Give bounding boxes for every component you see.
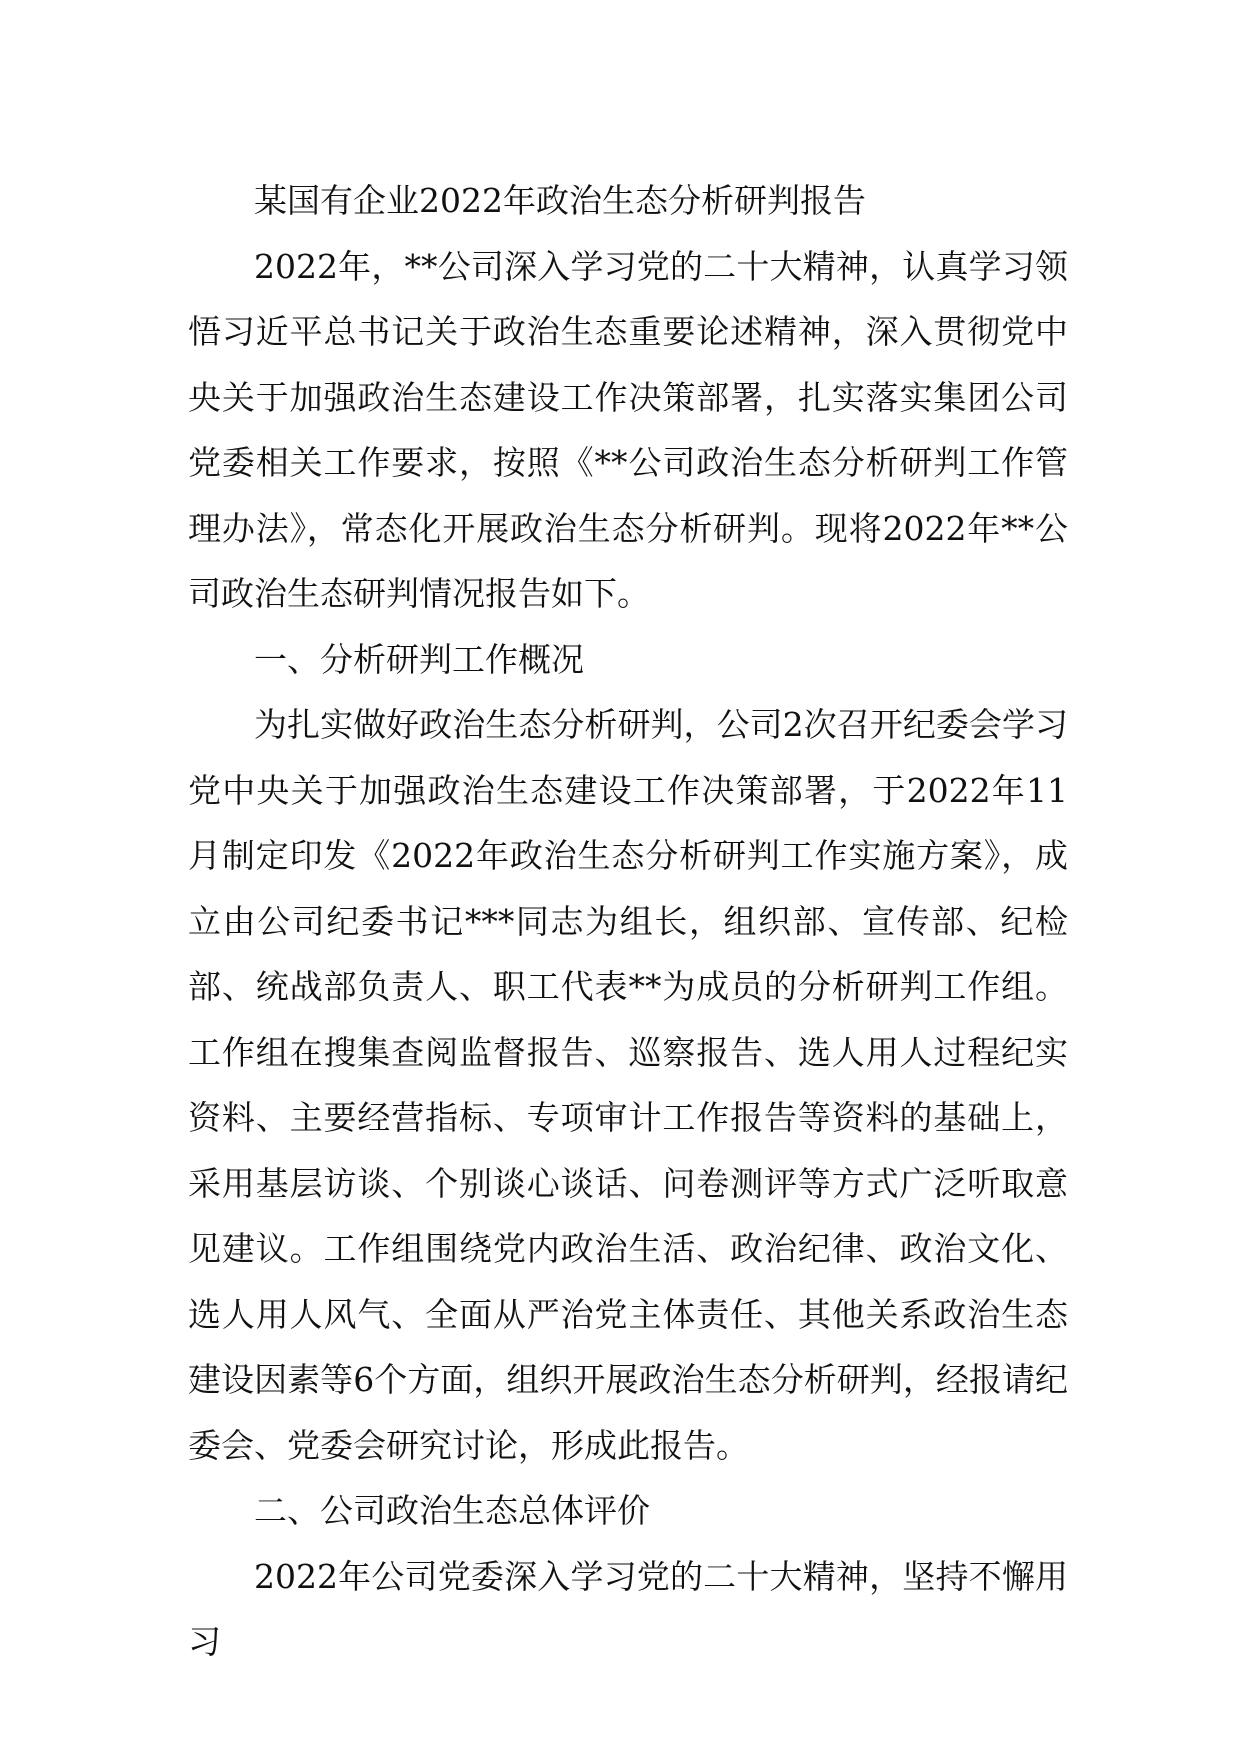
section-heading-1: 一、分析研判工作概况	[254, 639, 584, 679]
section-2-paragraph: 2022年公司党委深入学习党的二十大精神，坚持不懈用习	[188, 1556, 1068, 1661]
section-1-paragraph: 为扎实做好政治生态分析研判，公司2次召开纪委会学习党中央关于加强政治生态建设工作决策部署，于2022年11月制定印发《2022年政治生态分析研判工作实施方案》，成立由公司纪委书记***同志为组长，组织部、宣传部、纪检部、统战部负责人、职工代表**为成员的分析研判工作组。工作组在搜集查阅监督报告、巡察报告、选人用人过程纪实资料、主要经营指标、专项审计工作报告等资料的基础上，采用基层访谈、个别谈心谈话、问卷测评等方式广泛听取意见建议。工作组围绕党内政治生活、政治纪律、政治文化、选人用人风气、全面从严治党主体责任、其他关系政治生态建设因素等6个方面，组织开展政治生态分析研判，经报请纪委会、党委会研究讨论，形成此报告。	[188, 705, 1068, 1465]
section-heading-2: 二、公司政治生态总体评价	[254, 1491, 650, 1530]
intro-paragraph: 2022年，**公司深入学习党的二十大精神，认真学习领悟习近平总书记关于政治生态重要论述精神，深入贯彻党中央关于加强政治生态建设工作决策部署，扎实落实集团公司党委相关工作要求，按照《**公司政治生态分析研判工作管理办法》，常态化开展政治生态分析研判。现将2022年**公司政治生态研判情况报告如下。	[188, 246, 1068, 613]
document-page	[188, 168, 1068, 1675]
document-title: 某国有企业2022年政治生态分析研判报告	[254, 181, 866, 220]
